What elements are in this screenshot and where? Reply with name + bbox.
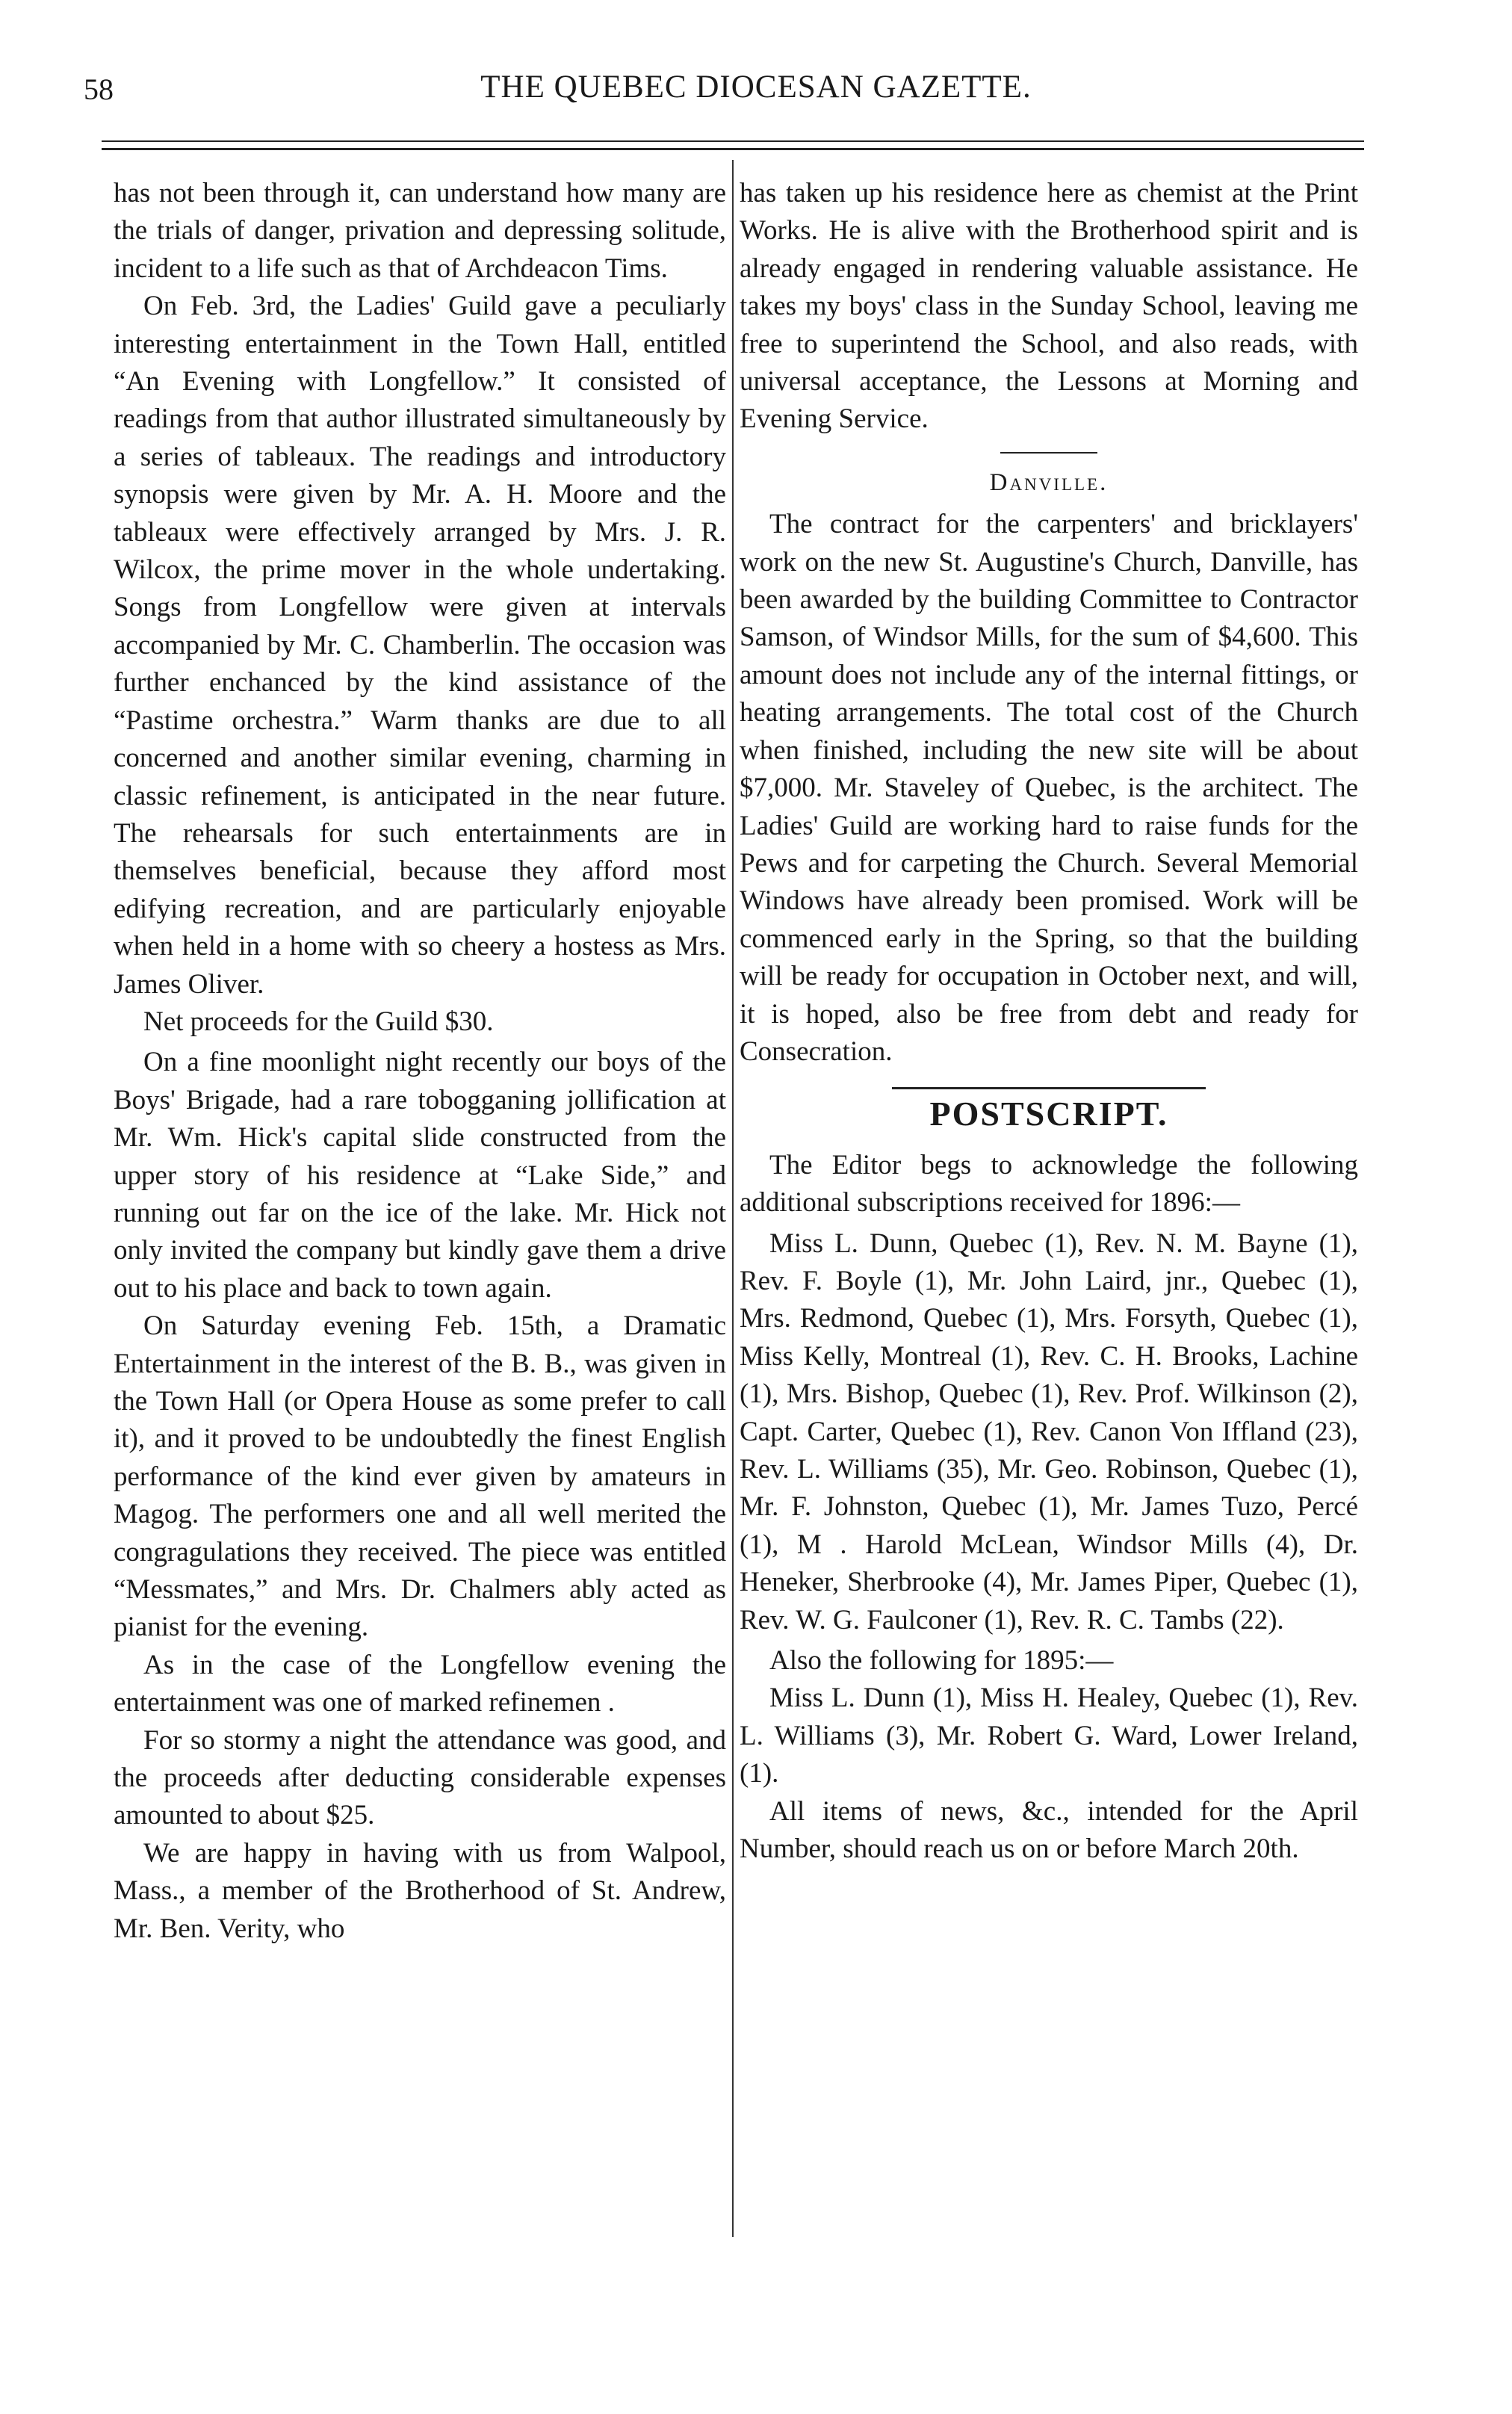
danville-paragraph: The contract for the carpenters' and bricklayers' work on the new St. Augustine's Church, Danville, has been awarded by the building Committee to Contractor Samson, of Windsor Mills, for the sum of $4,600. This amount does not include any of the internal fittings, or heating arrangements. The total cost of the Church when finished, including the new site will be about $7,000. Mr. Staveley of Quebec, is the architect. The Ladies' Guild are working hard to raise funds for the Pews and for carpeting the Church. Several Memorial Windows have already been promised. Work will be commenced early in the Spring, so that the building will be ready for occupation in October next, and will, it is hoped, also be free from debt and ready for Consecration.	[740, 509, 1358, 1067]
subscriptions-1895: Miss L. Dunn (1), Miss H. Healey, Quebec (1), Rev. L. Williams (3), Mr. Robert G. Ward, Lower Ireland, (1).	[740, 1683, 1358, 1789]
continued-paragraph: has taken up his residence here as chemist at the Print Works. He is alive with the Brotherhood spirit and is already engaged in rendering valuable assistance. He takes my boys' class in the Sunday School, leaving me free to superintend the School, and also reads, with universal acceptance, the Lessons at Morning and Evening Service.	[740, 178, 1358, 435]
section-rule	[1000, 452, 1097, 454]
left-paragraph: For so stormy a night the attendance was good, and the proceeds after deducting considerable expenses amounted to about $25.	[114, 1724, 726, 1831]
left-column	[114, 175, 726, 1948]
header-rule-double	[102, 148, 1364, 150]
postscript-rule	[892, 1087, 1206, 1089]
left-paragraph: has not been through it, can understand how many are the trials of danger, privation and depressing solitude, incident to a life such as that of Archdeacon Tims.	[114, 178, 726, 284]
left-paragraph: On Feb. 3rd, the Ladies' Guild gave a peculiarly interesting entertainment in the Town Hall, entitled “An Evening with Longfellow.” It consisted of readings from that author illustrated simultaneously by a series of tableaux. The readings and introductory synopsis were given by Mr. A. H. Moore and the tableaux were effectively arranged by Mrs. J. R. Wilcox, the prime mover in the whole undertaking. Songs from Longfellow were given at intervals accompanied by Mr. C. Chamberlin. The occasion was further enchanced by the kind assistance of the “Pastime orchestra.” Warm thanks are due to all concerned and another similar evening, charming in classic refinement, is anticipated in the near future. The rehearsals for such entertainments are in themselves beneficial, because they afford most edifying recreation, and are particularly enjoyable when held in a home with so cheery a hostess as Mrs. James Oliver.	[114, 291, 726, 1000]
postscript-intro: The Editor begs to acknowledge the following additional subscriptions received for 1896:—	[740, 1149, 1358, 1219]
postscript-heading: POSTSCRIPT.	[929, 1095, 1168, 1133]
subscriptions-1896: Miss L. Dunn, Quebec (1), Rev. N. M. Bayne (1), Rev. F. Boyle (1), Mr. John Laird, jnr., Quebec (1), Mrs. Redmond, Quebec (1), Mrs. Forsyth, Quebec (1), Miss Kelly, Montreal (1), Rev. C. H. Brooks, Lachine (1), Mrs. Bishop, Quebec (1), Rev. Prof. Wilkinson (2), Capt. Carter, Quebec (1), Rev. Canon Von Iffland (23), Rev. L. Williams (35), Mr. Geo. Robinson, Quebec (1), Mr. F. Johnston, Quebec (1), Mr. James Tuzo, Percé (1), M . Harold McLean, Windsor Mills (4), Dr. Heneker, Sherbrooke (4), Mr. James Piper, Quebec (1), Rev. W. G. Faulconer (1), Rev. R. C. Tambs (22).	[740, 1228, 1358, 1635]
page-number: 58	[84, 72, 114, 106]
right-column	[740, 175, 1358, 1868]
postscript-body	[740, 1147, 1358, 1869]
column-divider	[732, 160, 734, 2237]
also-1895-intro: Also the following for 1895:—	[769, 1645, 1114, 1677]
left-paragraph: As in the case of the Longfellow evening the entertainment was one of marked refinemen .	[114, 1649, 726, 1718]
left-paragraph: Net proceeds for the Guild $30.	[143, 1006, 494, 1037]
closing-note: All items of news, &c., intended for the April Number, should reach us on or before March 20th.	[740, 1795, 1358, 1865]
running-head: THE QUEBEC DIOCESAN GAZETTE.	[480, 69, 1032, 105]
danville-heading: Danville.	[989, 468, 1109, 496]
left-paragraph: We are happy in having with us from Walpool, Mass., a member of the Brotherhood of St. Andrew, Mr. Ben. Verity, who	[114, 1837, 726, 1944]
left-paragraph: On a fine moonlight night recently our boys of the Boys' Brigade, had a rare tobogganing jollification at Mr. Wm. Hick's capital slide constructed from the upper story of his residence at “Lake Side,” and running out far on the ice of the lake. Mr. Hick not only invited the company but kindly gave them a drive out to his place and back to town again.	[114, 1047, 726, 1304]
header-rule	[102, 140, 1364, 142]
left-paragraph: On Saturday evening Feb. 15th, a Dramatic Entertainment in the interest of the B. B., was given in the Town Hall (or Opera House as some prefer to call it), and it proved to be undoubtedly the finest English performance of the kind ever given by amateurs in Magog. The performers one and all well merited the congragulations they received. The piece was entitled “Messmates,” and Mrs. Dr. Chalmers ably acted as pianist for the evening.	[114, 1310, 726, 1643]
